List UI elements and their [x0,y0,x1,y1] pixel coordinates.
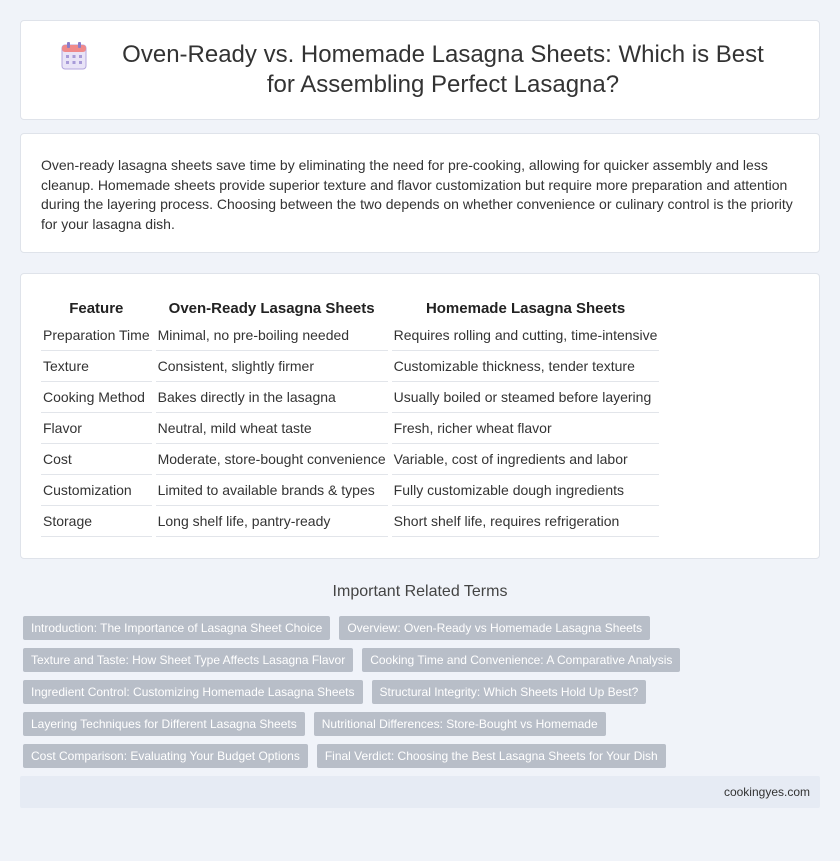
tag-row [23,744,820,768]
table-cell: Limited to available brands & types [156,475,388,506]
table-cell: Neutral, mild wheat taste [156,413,388,444]
related-term-tag[interactable]: Introduction: The Importance of Lasagna Sheet Choice [23,616,330,640]
table-row [41,506,659,537]
column-header: Feature [69,299,124,317]
table-cell: Usually boiled or steamed before layering [392,382,660,413]
related-term-tag[interactable]: Nutritional Differences: Store-Bought vs Homemade [314,712,606,736]
tag-row [23,680,820,704]
table-cell: Customization [41,475,152,506]
site-name[interactable]: cookingyes.com [723,785,810,799]
table-header-row [41,296,659,320]
table-cell: Minimal, no pre-boiling needed [156,320,388,351]
table-row [41,475,659,506]
related-term-tag[interactable]: Ingredient Control: Customizing Homemade Lasagna Sheets [23,680,363,704]
table-cell: Fresh, richer wheat flavor [392,413,660,444]
intro-text: Oven-ready lasagna sheets save time by eliminating the need for pre-cooking, allowing for quicker assembly and less cleanup. Homemade sheets provide superior texture and flavor customization but require more preparation and attention during the layering process. Choosing between the two depends on whether convenience or culinary control is the priority for your lasagna dish. [41,157,793,232]
table-cell: Preparation Time [41,320,152,351]
related-term-tag[interactable]: Cooking Time and Convenience: A Comparative Analysis [362,648,680,672]
table-row [41,413,659,444]
calendar-icon [61,42,87,70]
related-term-tag[interactable]: Layering Techniques for Different Lasagna Sheets [23,712,305,736]
related-term-tag[interactable]: Texture and Taste: How Sheet Type Affects Lasagna Flavor [23,648,353,672]
tag-row [23,616,820,640]
table-cell: Cooking Method [41,382,152,413]
table-cell: Requires rolling and cutting, time-intensive [392,320,660,351]
table-cell: Fully customizable dough ingredients [392,475,660,506]
header-card [20,20,820,120]
table-cell: Variable, cost of ingredients and labor [392,444,660,475]
table-row [41,320,659,351]
table-cell: Long shelf life, pantry-ready [156,506,388,537]
related-terms-list [23,616,820,768]
table-cell: Cost [41,444,152,475]
table-row [41,444,659,475]
related-terms-title: Important Related Terms [332,583,508,600]
table-cell: Consistent, slightly firmer [156,351,388,382]
related-term-tag[interactable]: Overview: Oven-Ready vs Homemade Lasagna Sheets [339,616,650,640]
tag-row [23,648,820,672]
footer [20,776,820,808]
table-row [41,351,659,382]
tag-row [23,712,820,736]
intro-card [20,133,820,253]
page-title: Oven-Ready vs. Homemade Lasagna Sheets: Which is Best for Assembling Perfect Lasagna? [122,41,764,98]
table-cell: Texture [41,351,152,382]
table-cell: Storage [41,506,152,537]
title-wrap [61,40,779,100]
table-cell: Customizable thickness, tender texture [392,351,660,382]
comparison-table [37,296,663,537]
table-cell: Flavor [41,413,152,444]
table-cell: Moderate, store-bought convenience [156,444,388,475]
column-header: Homemade Lasagna Sheets [425,299,626,317]
related-term-tag[interactable]: Structural Integrity: Which Sheets Hold Up Best? [372,680,647,704]
column-header: Oven-Ready Lasagna Sheets [168,299,375,317]
table-row [41,382,659,413]
table-cell: Short shelf life, requires refrigeration [392,506,660,537]
related-term-tag[interactable]: Final Verdict: Choosing the Best Lasagna Sheets for Your Dish [317,744,666,768]
table-cell: Bakes directly in the lasagna [156,382,388,413]
related-term-tag[interactable]: Cost Comparison: Evaluating Your Budget Options [23,744,308,768]
comparison-card [20,273,820,559]
